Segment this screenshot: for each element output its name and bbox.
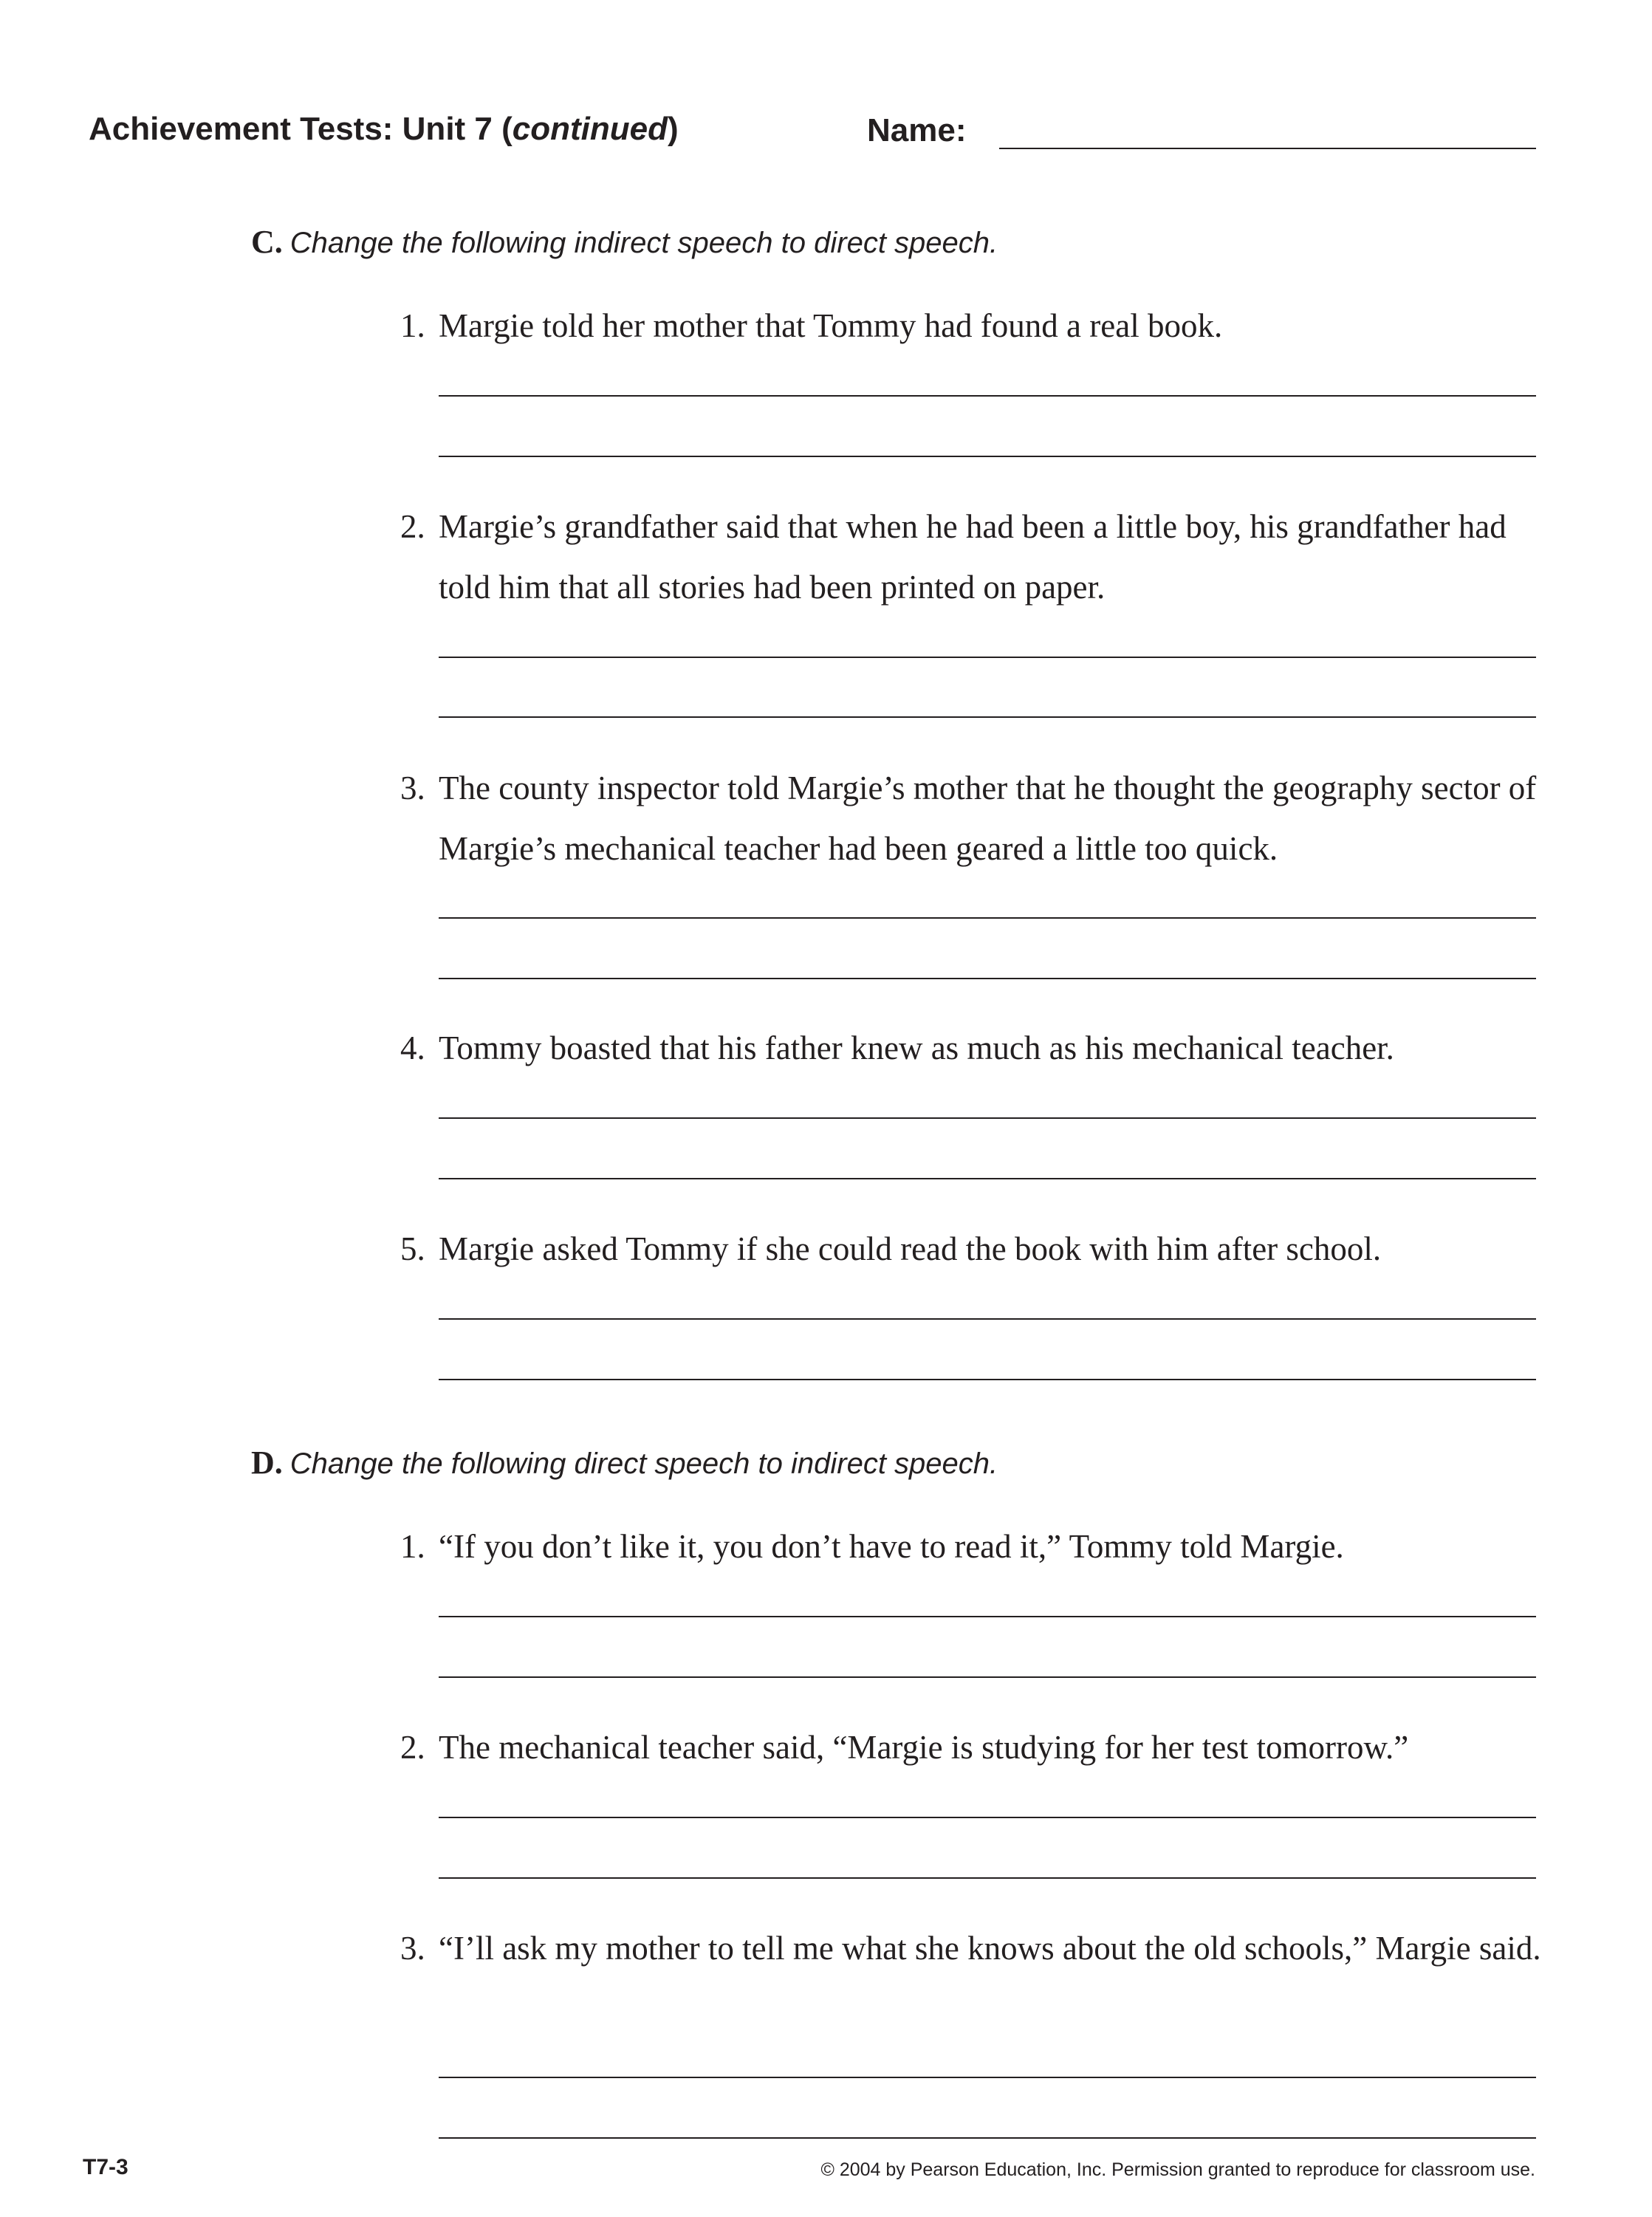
question-c3 — [400, 758, 1552, 879]
section-d-instruction: Change the following direct speech to indirect speech. — [289, 1447, 998, 1480]
question-text: Tommy boasted that his father knew as much as his mechanical teacher. — [439, 1029, 1394, 1066]
answer-line-c2-2[interactable] — [439, 716, 1536, 718]
question-d3 — [400, 1918, 1552, 1978]
answer-line-c5-1[interactable] — [439, 1318, 1536, 1320]
page-code: T7-3 — [83, 2155, 128, 2179]
name-label: Name: — [867, 112, 967, 148]
question-text: “If you don’t like it, you don’t have to read it,” Tommy told Margie. — [439, 1528, 1344, 1565]
answer-line-c5-2[interactable] — [439, 1379, 1536, 1380]
title-end: ) — [667, 111, 679, 147]
answer-line-d2-2[interactable] — [439, 1877, 1536, 1879]
answer-line-c2-1[interactable] — [439, 657, 1536, 658]
question-text: Margie told her mother that Tommy had found a real book. — [439, 307, 1223, 344]
page-title — [89, 111, 679, 148]
name-field-line[interactable] — [999, 148, 1536, 149]
question-number: 1. — [400, 1528, 425, 1565]
answer-line-d1-1[interactable] — [439, 1616, 1536, 1617]
question-c5 — [400, 1219, 1552, 1279]
question-d1 — [400, 1516, 1552, 1577]
question-number: 2. — [400, 508, 425, 545]
question-number: 1. — [400, 307, 425, 344]
question-c4 — [400, 1018, 1552, 1078]
answer-line-c3-2[interactable] — [439, 978, 1536, 979]
question-c2 — [400, 496, 1552, 617]
question-d2 — [400, 1717, 1552, 1778]
answer-line-d1-2[interactable] — [439, 1676, 1536, 1678]
section-d-heading — [251, 1444, 998, 1481]
question-c1 — [400, 295, 1552, 356]
question-number: 3. — [400, 1930, 425, 1967]
section-c-instruction: Change the following indirect speech to direct speech. — [289, 227, 998, 259]
answer-line-c1-1[interactable] — [439, 395, 1536, 397]
question-number: 5. — [400, 1230, 425, 1267]
answer-line-d3-1[interactable] — [439, 2077, 1536, 2078]
title-text: Achievement Tests: Unit 7 ( — [89, 111, 513, 147]
title-continued: continued — [512, 111, 668, 147]
question-text: Margie’s grandfather said that when he had been a little boy, his grandfather had told him that all stories had been printed on paper. — [439, 508, 1507, 606]
question-number: 2. — [400, 1729, 425, 1766]
answer-line-c3-1[interactable] — [439, 917, 1536, 919]
copyright-notice: © 2004 by Pearson Education, Inc. Permission granted to reproduce for classroom use. — [820, 2159, 1535, 2180]
answer-line-c1-2[interactable] — [439, 456, 1536, 457]
section-c-heading — [251, 223, 998, 261]
section-c-letter: C. — [251, 224, 283, 260]
section-d-letter: D. — [251, 1445, 283, 1481]
answer-line-d3-2[interactable] — [439, 2137, 1536, 2139]
question-text: The mechanical teacher said, “Margie is studying for her test tomorrow.” — [439, 1729, 1409, 1766]
question-number: 3. — [400, 770, 425, 806]
question-text: The county inspector told Margie’s mother that he thought the geography sector of Margie’s mechanical teacher had been geared a little too quick. — [439, 770, 1537, 867]
question-text: Margie asked Tommy if she could read the book with him after school. — [439, 1230, 1382, 1267]
answer-line-d2-1[interactable] — [439, 1817, 1536, 1818]
answer-line-c4-1[interactable] — [439, 1117, 1536, 1119]
answer-line-c4-2[interactable] — [439, 1178, 1536, 1179]
question-text: “I’ll ask my mother to tell me what she knows about the old schools,” Margie said. — [439, 1930, 1541, 1967]
question-number: 4. — [400, 1029, 425, 1066]
